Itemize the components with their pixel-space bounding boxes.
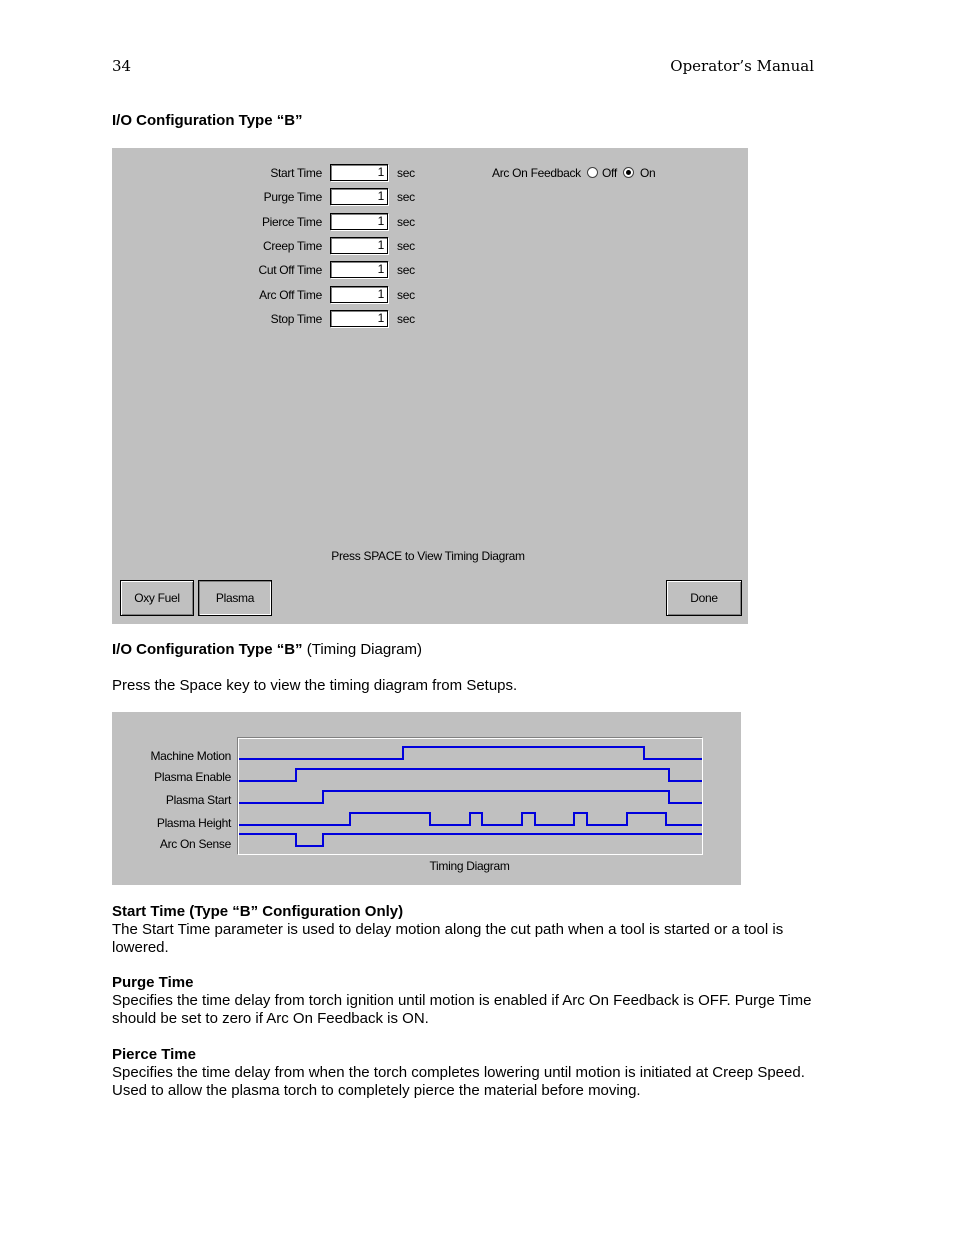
field-unit: sec [397, 312, 415, 326]
space-hint: Press SPACE to View Timing Diagram [331, 549, 525, 563]
waveform-arc-on-sense [239, 834, 702, 846]
arc-on-feedback-label: Arc On Feedback [492, 166, 581, 180]
done-button[interactable]: Done [666, 580, 742, 616]
arc-feedback-off-radio[interactable] [587, 167, 598, 178]
timing-caption: Timing Diagram [429, 859, 510, 873]
timing-diagram-panel [112, 712, 741, 885]
field-purge-time [172, 188, 432, 208]
field-creep-time [172, 237, 432, 257]
field-label: Stop Time [270, 312, 322, 326]
page-number: 34 [112, 57, 132, 75]
pierce-time-body: Specifies the time delay from when the torch completes lowering until motion is initiated at Creep Speed. Used to allow the plasma torch to completely pierce the material before moving. [112, 1064, 805, 1099]
stop-time-input[interactable]: 1 [330, 310, 388, 327]
purge-time-input[interactable]: 1 [330, 188, 388, 205]
creep-time-input[interactable]: 1 [330, 237, 388, 254]
field-unit: sec [397, 166, 415, 180]
arc-feedback-off-label: Off [602, 166, 617, 180]
arc-feedback-on-radio[interactable] [623, 167, 634, 178]
signal-label-machine-motion: Machine Motion [150, 749, 231, 763]
page-header: Operator’s Manual [670, 57, 814, 75]
start-time-input[interactable]: 1 [330, 164, 388, 181]
field-label: Arc Off Time [259, 288, 322, 302]
io-config-dialog [112, 148, 748, 624]
start-time-body: The Start Time parameter is used to delay motion along the cut path when a tool is started or a tool is lowered. [112, 921, 784, 956]
plasma-button[interactable]: Plasma [198, 580, 272, 616]
waveform-plasma-enable [239, 769, 702, 781]
field-label: Creep Time [262, 239, 322, 253]
purge-time-heading: Purge Time [112, 974, 194, 991]
field-arc-off-time [172, 286, 432, 306]
field-cut-off-time [172, 261, 432, 281]
start-time-heading: Start Time (Type “B” Configuration Only) [112, 903, 404, 920]
section-title-io-config: I/O Configuration Type “B” [112, 112, 303, 129]
timing-waveforms [239, 739, 702, 854]
field-stop-time [172, 310, 432, 330]
section-pierce-time [112, 1046, 817, 1100]
field-unit: sec [397, 215, 415, 229]
field-label: Pierce Time [261, 215, 322, 229]
field-pierce-time [172, 213, 432, 233]
field-unit: sec [397, 288, 415, 302]
signal-label-plasma-enable: Plasma Enable [154, 770, 231, 784]
field-label: Purge Time [263, 190, 322, 204]
field-start-time [172, 164, 432, 184]
waveform-machine-motion [239, 747, 702, 759]
pierce-time-heading: Pierce Time [112, 1046, 196, 1063]
field-unit: sec [397, 239, 415, 253]
purge-time-body: Specifies the time delay from torch ignition until motion is enabled if Arc On Feedback is OFF. Purge Time should be set to zero if Arc On Feedback is ON. [112, 992, 812, 1027]
signal-label-arc-on-sense: Arc On Sense [159, 837, 231, 851]
field-label: Start Time [270, 166, 322, 180]
cut-off-time-input[interactable]: 1 [330, 261, 388, 278]
waveform-plasma-height [239, 813, 702, 825]
timing-intro: Press the Space key to view the timing diagram from Setups. [112, 677, 518, 694]
field-unit: sec [397, 263, 415, 277]
section-start-time [112, 903, 817, 957]
field-label: Cut Off Time [258, 263, 322, 277]
timing-plot-area [238, 738, 703, 855]
signal-label-plasma-start: Plasma Start [165, 793, 231, 807]
section-title-timing [112, 641, 422, 659]
waveform-plasma-start [239, 791, 702, 803]
section-purge-time [112, 974, 817, 1028]
field-unit: sec [397, 190, 415, 204]
oxy-fuel-button[interactable]: Oxy Fuel [120, 580, 194, 616]
timing-title-rest: (Timing Diagram) [302, 641, 423, 658]
pierce-time-input[interactable]: 1 [330, 213, 388, 230]
arc-off-time-input[interactable]: 1 [330, 286, 388, 303]
signal-label-plasma-height: Plasma Height [156, 816, 231, 830]
timing-title-bold: I/O Configuration Type “B” [112, 641, 303, 658]
arc-feedback-on-label: On [640, 166, 656, 180]
